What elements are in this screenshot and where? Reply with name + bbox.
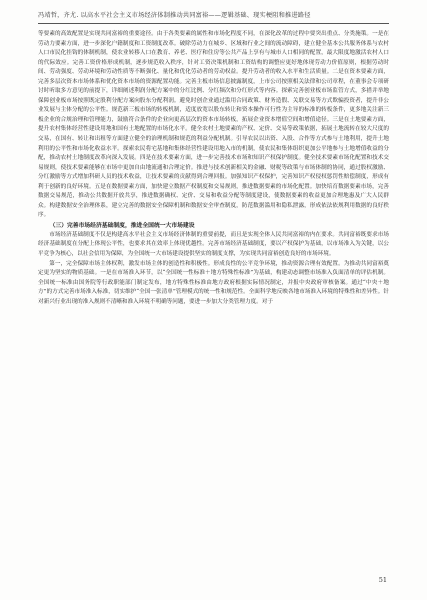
article-body bbox=[38, 30, 389, 307]
body-paragraph-2: 市场经济基础制度不仅是构建高水平社会主义市场经济体制的重要前提，而且是实现全体人民共同富裕的内在要求。共同富裕既要求市场经济基础制度在分配上体现公平性，也要求其在效率上体现优越性。完善市场经济基础制度，要以产权保护为基础，以市场准入为关键，以公平竞争为核心，以社会信用为保障，为全国统一大市场建设提供坚实的制度支撑，为实现共同富裕创造良好的市场环境。 bbox=[38, 231, 389, 258]
running-head: 冯靖哲，齐尤. 以高水平社会主义市场经济体制推动共同富裕——逻辑基础、现实梗阻和推进路径 bbox=[38, 12, 311, 19]
section-heading: （三）完善市场经济基础制度，推进全国统一大市场建设 bbox=[49, 222, 195, 229]
body-paragraph-1: 等要素的高效配置是实现共同富裕的重要途径。由于各类要素的属性和市场化程度不同，在深化改革的过程中要突出重点、分类施策。一是在劳动力要素方面，进一步深化户籍制度和工资制度改革。破除劳动力在城乡、区域和行业之间的流动障碍，建立健全基本公共服务体系与农村人口市民化挂钩的体制机制，使农业转移人口在教育、养老、医疗和住房等公共产品上享有与城市人口相同的配置，最大限度地激活农村人口的代际效应。完善工资价格形成机制，逐步规范收入秩序，针对工资决策机制和工资结构的调整应更好地体现劳动力价值原则，根据劳动时间、劳动强度、劳动环境和劳动性质等不断强化、量化和优化劳动者的劳动权益。提升劳动者的收入水平和生活质量。二是在资本要素方面，完善多层次资本市场体系和优化资本市场的资源配置功能。完善主板市场信息披露制度，上市公司按照相关法律和公司章程，在董事会专项研讨时听取多方意见的前提下，详细阐述利润分配方案中的分红比例、分红频次和分红形式等内容。探索完善创业板市场监管方式，多措并举地保障创业板市场按照既定股利分配方案向股东分配利润。避免时创企业通过滥用合同政策、财务造假、关联交易等方式欺骗投资者，提升非公业发展与主体分配的公平性。规范新三板市场的转板机制，适度放宽以股东转让和资本操作可行性为主导的标准的转板条件，更多地关注新三板企业的合规治理和管理能力，鼓励符合条件的企业向更高层次的资本市场转板，拓展企业资本增值空间和增值途径。三是在土地要素方面，提升农村集体经营性建设用地和国有土地配置的市场化水平。健全农村土地要素的产权、定价、交易等政策依据，拓展土地流转在较大尺度的交易，在国有、转让和出租等方面建立健全的治理机制和规范的利益分配机制。引导农民以出资、入股、合作等方式参与土地利用，提升土地利用的公平性和市场化收益水平。探索农民将宅基地和集体经营性建设用地入市的机制，使农民和集体组织更加公平地参与土地增值收益的分配，推动农村土地制度改革向深入发展。四是在技术要素方面，进一步完善技术市场和知识产权保护制度。健全技术要素市场化配置和技术交易规则，使技术要素能够在市场中更加自由地流通和合理定价。推进与技术创新相关的金融、财税等政策与市场体制的协同，通过股权激励、分红激励等方式增加科研人员的技术收益，让技术要素的贡献得到合理回报。加强知识产权保护，完善知识产权侵权惩罚性赔偿制度，形成有利于创新的良好环境。五是在数据要素方面，加快建立数据产权制度和交易规则，推进数据要素的市场化配置。加快培育数据要素市场，完善数据交易规范，推动公共数据开放共享，推进数据确权、定价、交易和收益分配等制度建设，使数据要素的收益更加合理地惠及广大人民群众。构建数据安全治理体系，建立完善的数据安全保障机制和数据安全审查制度，防范数据滥用和隐私泄露，形成依法依规利用数据的良好秩序。 bbox=[38, 31, 389, 219]
header-rule bbox=[38, 23, 389, 24]
body-paragraph-3: 第一，完全保障市场主体权利，激发市场主体的创造性和积极性。形成良性的公平竞争环境，推动资源合理有效配置。为推动共同富裕奠定更为坚实的物质基础。一是在市场准入环节，以“全国统一性标准＋地方特殊性标准”为基础，构建动态调整市场准入负面清单的评估机制。全国统一标准由国务院等行政职能部门制定发布，地方特殊性标准由地方政府根据实际情况制定，并报中央政府审核备案。通过“中央＋地方”的方式完善市场准入标准，切实维护“全国一张清单”管理模式的统一性和规范性。全面科学地反映各地市场准入环境的特殊性和差异性。针对新兴行业出现的准入规则不清晰和准入环境不明确等问题，要进一步加大分类管理力度。对于 bbox=[38, 260, 389, 305]
page-number: 51 bbox=[378, 576, 387, 584]
